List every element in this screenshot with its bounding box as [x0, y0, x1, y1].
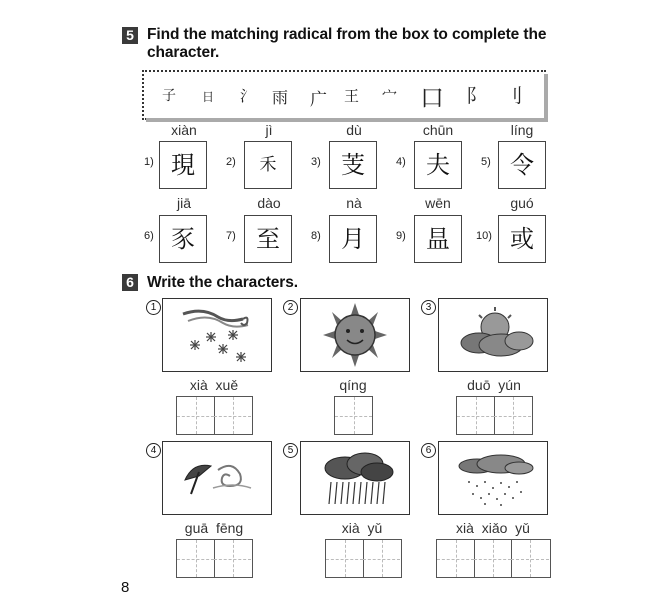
rain-cloud-icon	[300, 441, 410, 515]
pinyin-label: xiàn	[171, 122, 197, 138]
snow-wind-icon	[162, 298, 272, 372]
writing-grid[interactable]	[325, 539, 402, 578]
pinyin-label: dù	[346, 122, 362, 138]
item-number: 8)	[311, 230, 321, 242]
item-circle-number: 4	[146, 443, 161, 458]
partial-character: 或	[510, 225, 534, 253]
item-number: 4)	[396, 156, 406, 168]
character-box[interactable]	[244, 141, 292, 189]
pinyin-syllable: xuě	[215, 377, 239, 393]
character-box[interactable]	[414, 215, 462, 263]
radical: 宀	[382, 87, 398, 105]
section-6-title: Write the characters.	[147, 274, 298, 291]
item-number: 6)	[144, 230, 154, 242]
partial-character: 現	[171, 151, 195, 179]
radical-box-shadow	[544, 74, 548, 120]
writing-grid[interactable]	[176, 396, 253, 435]
radical: 日	[202, 90, 215, 104]
writing-grid[interactable]	[176, 539, 253, 578]
item-number: 10)	[476, 230, 492, 242]
item-circle-number: 6	[421, 443, 436, 458]
writing-grid[interactable]	[456, 396, 533, 435]
character-box[interactable]	[329, 215, 377, 263]
character-box[interactable]	[329, 141, 377, 189]
writing-cell[interactable]	[437, 540, 475, 577]
partial-character: 月	[341, 225, 365, 253]
item-number: 2)	[226, 156, 236, 168]
partial-character: 令	[510, 151, 534, 179]
sun-icon	[300, 298, 410, 372]
pinyin-syllable: guā	[184, 520, 209, 536]
pinyin-label: wēn	[425, 195, 451, 211]
writing-grid[interactable]	[334, 396, 373, 435]
pinyin-syllable: yǔ	[515, 520, 530, 536]
pinyin-label: dào	[257, 195, 281, 211]
item-circle-number: 2	[283, 300, 298, 315]
umbrella-wind-icon	[162, 441, 272, 515]
radical: 广	[310, 90, 327, 110]
writing-cell[interactable]	[335, 397, 372, 434]
section-5-title-line1: Find the matching radical from the box to complete the	[147, 26, 547, 43]
item-number: 1)	[144, 156, 154, 168]
pinyin-syllable: xià	[456, 520, 474, 536]
radical: 刂	[504, 85, 524, 107]
pinyin-syllable: fēng	[215, 520, 244, 536]
writing-cell[interactable]	[214, 540, 251, 577]
pinyin-syllable: xià	[189, 377, 208, 393]
partial-character: 至	[256, 225, 280, 253]
writing-cell[interactable]	[214, 397, 251, 434]
writing-cell[interactable]	[177, 397, 215, 434]
radical: 雨	[272, 88, 289, 107]
partial-character: 夫	[426, 151, 450, 179]
writing-cell[interactable]	[326, 540, 364, 577]
character-box[interactable]	[159, 141, 207, 189]
character-box[interactable]	[498, 215, 546, 263]
radical-box	[142, 70, 546, 120]
pinyin-label	[176, 377, 252, 393]
page-number: 8	[121, 579, 130, 596]
radical: 口	[420, 84, 444, 112]
pinyin-label: guó	[510, 195, 534, 211]
item-number: 5)	[481, 156, 491, 168]
section-5-number: 5	[122, 27, 138, 44]
radical: 氵	[240, 87, 256, 105]
pinyin-label	[176, 520, 252, 536]
pinyin-label: qíng	[339, 377, 367, 393]
writing-cell[interactable]	[494, 397, 531, 434]
section-6-number: 6	[122, 274, 138, 291]
writing-cell[interactable]	[363, 540, 400, 577]
character-box[interactable]	[244, 215, 292, 263]
character-box[interactable]	[414, 141, 462, 189]
writing-grid[interactable]	[436, 539, 551, 578]
pinyin-label: líng	[510, 122, 534, 138]
pinyin-label: jì	[265, 122, 273, 138]
pinyin-syllable: xiǎo	[481, 520, 508, 536]
writing-cell[interactable]	[177, 540, 215, 577]
pinyin-label: chūn	[422, 122, 454, 138]
pinyin-label: jiā	[176, 195, 191, 211]
pinyin-label	[436, 520, 550, 536]
partial-character: 禾	[259, 155, 277, 175]
item-circle-number: 5	[283, 443, 298, 458]
pinyin-label: nà	[346, 195, 362, 211]
pinyin-syllable: duō	[467, 377, 491, 393]
writing-cell[interactable]	[511, 540, 549, 577]
writing-cell[interactable]	[474, 540, 512, 577]
radical: 阝	[466, 85, 486, 107]
radical: 子	[162, 88, 176, 104]
pinyin-syllable: xià	[341, 520, 360, 536]
pinyin-syllable: yǔ	[367, 520, 383, 536]
partial-character: 芰	[341, 151, 365, 179]
sun-behind-cloud-icon	[438, 298, 548, 372]
partial-character: 豕	[171, 225, 195, 253]
drizzle-cloud-icon	[438, 441, 548, 515]
partial-character: 昷	[426, 225, 450, 253]
item-circle-number: 3	[421, 300, 436, 315]
writing-cell[interactable]	[457, 397, 495, 434]
radical: 王	[344, 87, 360, 105]
character-box[interactable]	[159, 215, 207, 263]
character-box[interactable]	[498, 141, 546, 189]
item-number: 7)	[226, 230, 236, 242]
item-circle-number: 1	[146, 300, 161, 315]
item-number: 9)	[396, 230, 406, 242]
item-number: 3)	[311, 156, 321, 168]
pinyin-syllable: yún	[498, 377, 521, 393]
pinyin-label	[456, 377, 532, 393]
section-5-title-line2: character.	[147, 44, 220, 61]
pinyin-label	[324, 520, 400, 536]
